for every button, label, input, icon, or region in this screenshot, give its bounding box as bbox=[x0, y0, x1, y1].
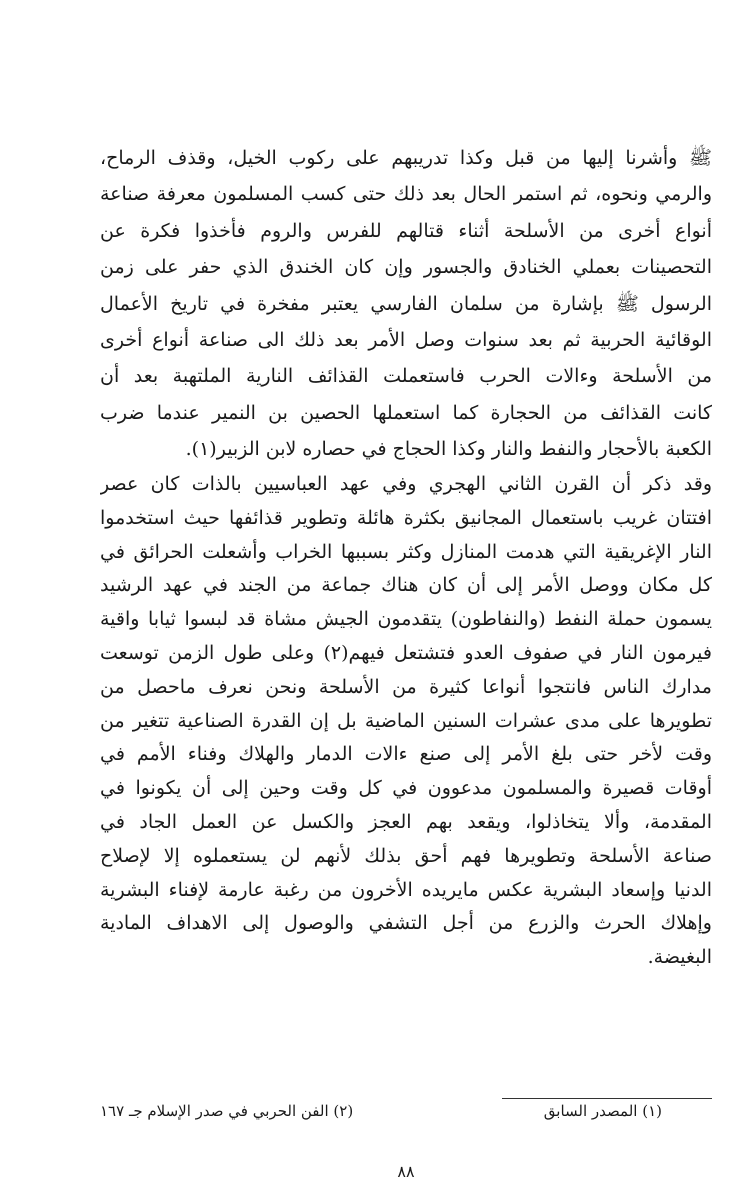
text-line: فيرمون النار في صفوف العدو فتشتعل فيهم(٢) وعلى طول الزمن توسعت bbox=[100, 641, 712, 664]
paragraph-2 bbox=[100, 468, 712, 975]
text-line: مدارك الناس فانتجوا أنواعا كثيرة من الأسلحة ونحن نعرف ماحصل من bbox=[100, 675, 712, 698]
text-line: كانت القذائف من الحجارة كما استعملها الحصين بن النمير عندما ضرب bbox=[100, 401, 712, 424]
text-line: من الأسلحة وءالات الحرب فاستعملت القذائف النارية الملتهبة بعد أن bbox=[100, 365, 712, 388]
text-line: يسمون حملة النفط (والنفاطون) يتقدمون الجيش مشاة قد لبسوا ثيابا واقية bbox=[100, 608, 712, 631]
text-line: افتتان غريب باستعمال المجانيق بكثرة هائلة وتطوير قذائفها حيث استخدموا bbox=[100, 506, 712, 529]
footnote-2: (٢) الفن الحربي في صدر الإسلام جـ ١٦٧ bbox=[100, 1102, 354, 1120]
text-line: والرمي ونحوه، ثم استمر الحال بعد ذلك حتى كسب المسلمون معرفة صناعة bbox=[100, 183, 712, 206]
text-line: وقت لأخر حتى بلغ الأمر إلى صنع ءالات الدمار والهلاك وفناء الأمم في bbox=[100, 743, 712, 766]
text-line: التحصينات بعملي الخنادق والجسور وإن كان الخندق الذي حفر على زمن bbox=[100, 256, 712, 279]
footnotes bbox=[100, 1102, 712, 1128]
text-line: وقد ذكر أن القرن الثاني الهجري وفي عهد العباسيين بالذات كان عصر bbox=[100, 473, 712, 495]
footnote-separator bbox=[502, 1098, 712, 1099]
text-line: البغيضة. bbox=[647, 946, 712, 969]
text-line: كل مكان ووصل الأمر إلى أن كان هناك جماعة من الجند في عهد الرشيد bbox=[100, 574, 712, 597]
paragraph-1 bbox=[100, 140, 712, 468]
text-line: الوقائية الحربية ثم بعد سنوات وصل الأمر بعد ذلك الى صناعة أنواع أخرى bbox=[100, 328, 712, 351]
text-line: النار الإغريقية التي هدمت المنازل وكثر بسببها الخراب وأشعلت الحرائق في bbox=[100, 540, 712, 563]
page-number: ٨٨ bbox=[397, 1162, 415, 1181]
text-line: الكعبة بالأحجار والنفط والنار وكذا الحجاج في حصاره لابن الزبير(١). bbox=[185, 438, 712, 461]
text-line: صناعة الأسلحة وتطويرها فهم أحق بذلك لأنهم لن يستعملوه إلا لإصلاح bbox=[100, 844, 712, 867]
text-line: الدنيا وإسعاد البشرية عكس مايريده الأخرون من رغبة عارمة لإفناء البشرية bbox=[100, 878, 712, 901]
text-line: تطويرها على مدى عشرات السنين الماضية بل إن القدرة الصناعية تتغير من bbox=[100, 709, 712, 732]
text-line: الرسول ﷺ بإشارة من سلمان الفارسي يعتبر مفخرة في تاريخ الأعمال bbox=[100, 292, 712, 315]
text-line: وإهلاك الحرث والزرع من أجل التشفي والوصول إلى الاهداف المادية bbox=[100, 912, 712, 935]
text-line: المقدمة، وألا يتخاذلوا، ويقعد بهم العجز والكسل عن العمل الجاد في bbox=[100, 810, 712, 833]
text-line: أنواع أخرى من الأسلحة أثناء قتالهم للفرس والروم فأخذوا فكرة عن bbox=[100, 219, 712, 242]
footnote-1: (١) المصدر السابق bbox=[543, 1102, 662, 1120]
text-line: ﷺ وأشرنا إليها من قبل وكذا تدريبهم على ركوب الخيل، وقذف الرماح، bbox=[100, 147, 712, 169]
text-line: أوقات قصيرة والمسلمون مدعوون في كل وقت وحين إلى أن يكونوا في bbox=[100, 777, 712, 800]
